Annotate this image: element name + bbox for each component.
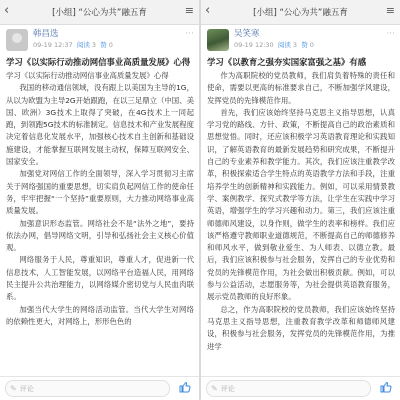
views-label: 阅读 [277, 41, 291, 49]
author-meta [33, 29, 185, 50]
post-title: 学习《以实际行动推动网信事业高质量发展》心得 [6, 57, 191, 67]
bottom-bar [201, 376, 400, 400]
post-screen-left [0, 0, 199, 400]
likes-label: 赞 [100, 41, 107, 49]
group-title: [小组] “公心为共”融五育 [253, 8, 348, 18]
paragraph: 加强党对网信工作的全面领导，深入学习贯彻习主席关于网络强国的重要思想，切实肩负起网信工作的使命任务，牢牢把握“一个坚持”重要原则，大力推动网络事业高质量发展。 [6, 169, 194, 216]
post-date: 09-19 12:30 [234, 41, 274, 49]
likes-count: 0 [309, 41, 314, 49]
like-button[interactable] [176, 381, 194, 396]
back-icon[interactable]: ‹ [205, 3, 211, 18]
post-body [0, 68, 199, 328]
author-row [0, 25, 199, 55]
paragraph: 学习《以实际行动推动网信事业高质量发展》心得 [6, 71, 169, 80]
paragraph: 我国的移动通信领域，没有跟上以美国为主导的1G，从以为欧盟为主导2G开始跟跑，在以三足鼎立（中国、美国、欧洲）3G技术上取得了突破，在4G技术上一同起跑，到领跑5G技术的标准制定。信息技术和产业发展程度决定着信息化发展水平，加强核心技术自主创新和基础设施建设，才能掌握互联网发展主动权，保障互联网安全、国家安全。 [6, 83, 194, 167]
paragraph: 网络服务于人民，尊重知识，尊重人才，促进新一代信息技术，人工智能发展，以网络平台造福人民，用网络民主提升公共治理能力，以网络媒介密切党与人民血肉联系。 [6, 255, 194, 302]
likes-label: 赞 [301, 41, 308, 49]
paragraph: 加强意识形态监管。网络社会不是“法外之地”，要持依法办网，倡导网络文明，引导和弘扬社会主义核心价值观。 [6, 218, 194, 253]
menu-icon[interactable]: ≡ [385, 4, 395, 17]
thumbs-up-icon [380, 381, 392, 393]
menu-icon[interactable]: ≡ [184, 4, 194, 17]
post-title: 学习《以教育之强夯实国家富强之基》有感 [207, 57, 367, 67]
comment-input[interactable] [5, 380, 170, 397]
post-date: 09-19 12:37 [33, 41, 73, 49]
like-button[interactable] [377, 381, 395, 396]
more-options-icon[interactable]: ··· [185, 29, 194, 39]
post-stats [33, 40, 185, 50]
comment-placeholder: 评论 [19, 384, 34, 393]
views-count: 3 [292, 41, 298, 49]
paragraph: 作为高职院校的党员教师，我们肩负着特殊的责任和使命，需要以更高的标准要求自己，不断加强学风建设，发挥党员的先锋模范作用。 [207, 71, 395, 105]
pencil-icon: ✎ [10, 384, 17, 393]
pencil-icon: ✎ [211, 384, 218, 393]
top-bar [0, 0, 199, 25]
post-screen-right [201, 0, 400, 400]
paragraph: 总之，作为高职院校的党员教师，我们应该始终坚持马克思主义指导思想，注重教育教学改革和师德师风建设，积极参与社会服务，发挥党员的先锋模范作用，为推进学 [207, 304, 395, 351]
author-name[interactable]: 韩昌选 [33, 29, 59, 39]
more-options-icon[interactable]: ··· [386, 29, 395, 39]
comment-input[interactable] [206, 380, 371, 397]
group-title: [小组] “公心为共”融五育 [52, 8, 147, 18]
paragraph: 加强当代大学生的网络活动监管。当代大学生对网络的依赖性更大，对网络上，形形色色的 [6, 304, 194, 326]
bottom-bar [0, 376, 199, 400]
post-body [201, 68, 400, 353]
author-row [201, 25, 400, 55]
thumbs-up-icon [179, 381, 191, 393]
author-meta [234, 29, 386, 50]
views-label: 阅读 [76, 41, 90, 49]
avatar[interactable] [207, 29, 229, 51]
likes-count: 0 [108, 41, 113, 49]
post-stats [234, 40, 386, 50]
paragraph: 首先，我们应该始终坚持马克思主义指导思想，认真学习党的路线、方针、政策，不断提高自己的政治素质和思想觉悟。同时，还应该积极学习英语教育理论和实践知识，了解英语教育的最新发展趋势和研究成果，不断提升自己的专业素养和教学能力。其次，我们应该注重教学改革，积极探索适合学生特点的英语教学方法和手段，注重培养学生的创新精神和实践能力。例如，可以采用情景教学、案例教学、探究式教学等方法，让学生在实践中学习英语，增强学生的学习兴趣和动力。第三，我们应该注重师德师风建设，以身作则，做学生的表率和榜样。我们应该严格遵守教师职业道德规范，不断提高自己的师德修养和师风水平，做到敬业爱生、为人师表、以德立教。最后，我们应该积极参与社会服务，发挥自己的专业优势和党员的先锋模范作用，为社会做出积极贡献。例如，可以参与公益活动，志愿服务等，为社会提供英语教育服务，展示党员教师的良好形象。 [207, 107, 395, 302]
back-icon[interactable]: ‹ [4, 3, 10, 18]
comment-placeholder: 评论 [220, 384, 235, 393]
top-bar [201, 0, 400, 25]
author-name[interactable]: 吴笑寒 [234, 29, 260, 39]
views-count: 3 [91, 41, 97, 49]
avatar[interactable] [6, 29, 28, 51]
